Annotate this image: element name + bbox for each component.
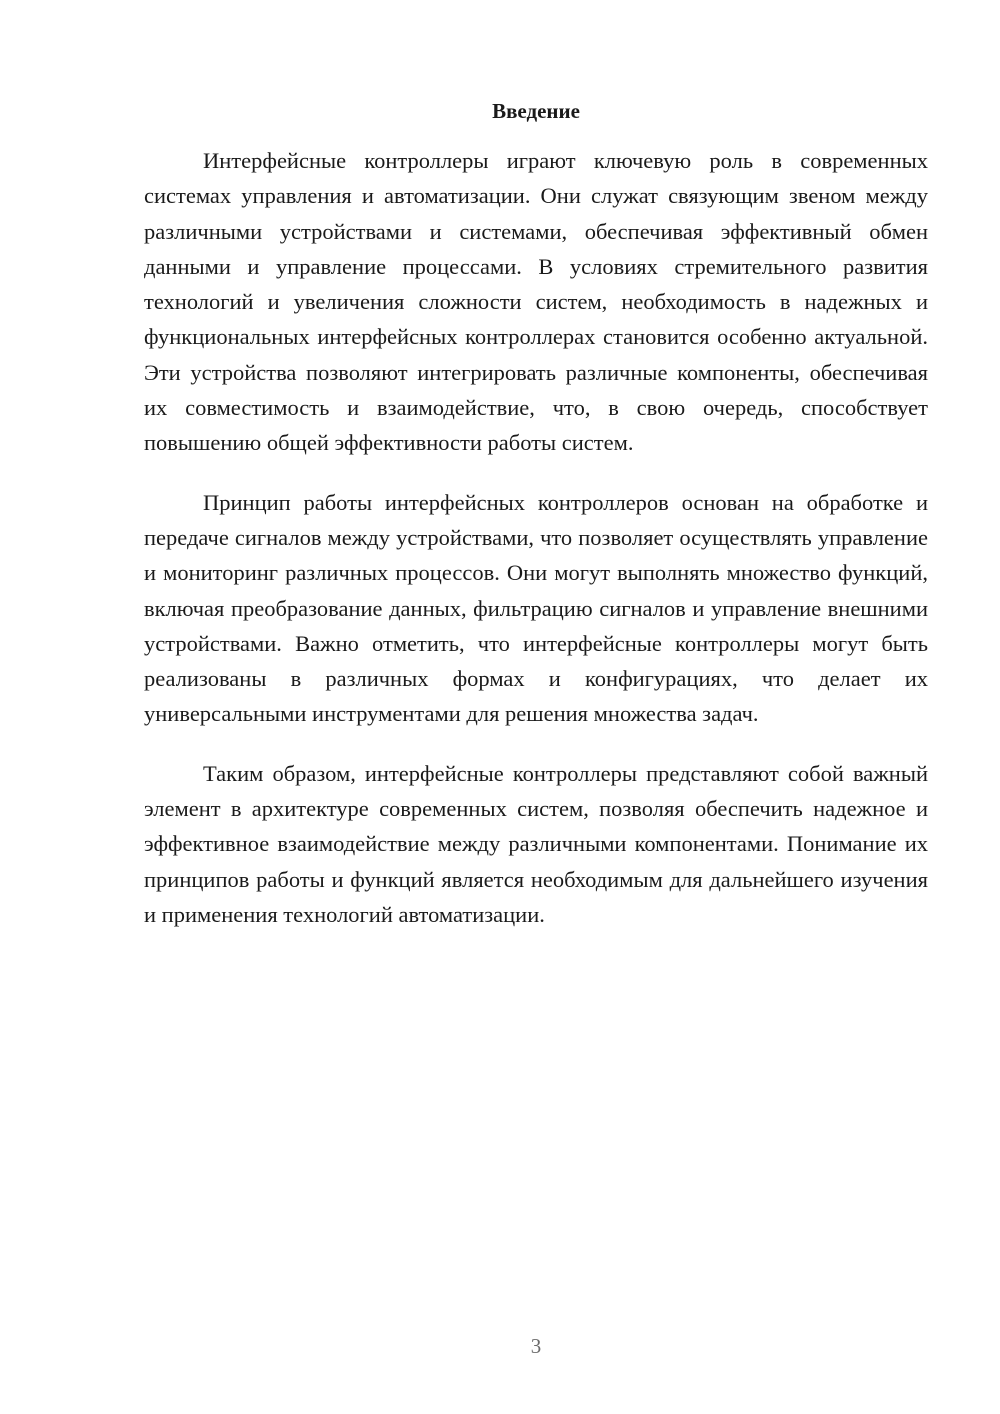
paragraph-2: Принцип работы интерфейсных контроллеров основан на обработке и передаче сигналов между устройствами, что позволяет осуществлять управление и мониторинг различных процессов. Они могут выполнять множество функций, включая преобразование данных, фильтрацию сигналов и управление внешними устройствами. Важно отметить, что интерфейсные контроллеры могут быть реализованы в различных формах и конфигурациях, что делает их универсальными инструментами для решения множества задач.: [144, 489, 928, 727]
document-body: [144, 143, 928, 956]
paragraph-1: Интерфейсные контроллеры играют ключевую роль в современных системах управления и автоматизации. Они служат связующим звеном между различными устройствами и системами, обеспечивая эффективный обмен данными и управление процессами. В условиях стремительного развития технологий и увеличения сложности систем, необходимость в надежных и функциональных интерфейсных контроллерах становится особенно актуальной. Эти устройства позволяют интегрировать различные компоненты, обеспечивая их совместимость и взаимодействие, что, в свою очередь, способствует повышению общей эффективности работы систем.: [144, 148, 928, 456]
section-heading: Введение: [492, 99, 580, 123]
paragraph-3: Таким образом, интерфейсные контроллеры представляют собой важный элемент в архитектуре современных систем, позволяя обеспечить надежное и эффективное взаимодействие между различными компонентами. Понимание их принципов работы и функций является необходимым для дальнейшего изучения и применения технологий автоматизации.: [144, 760, 928, 927]
page-number: 3: [530, 1334, 542, 1358]
